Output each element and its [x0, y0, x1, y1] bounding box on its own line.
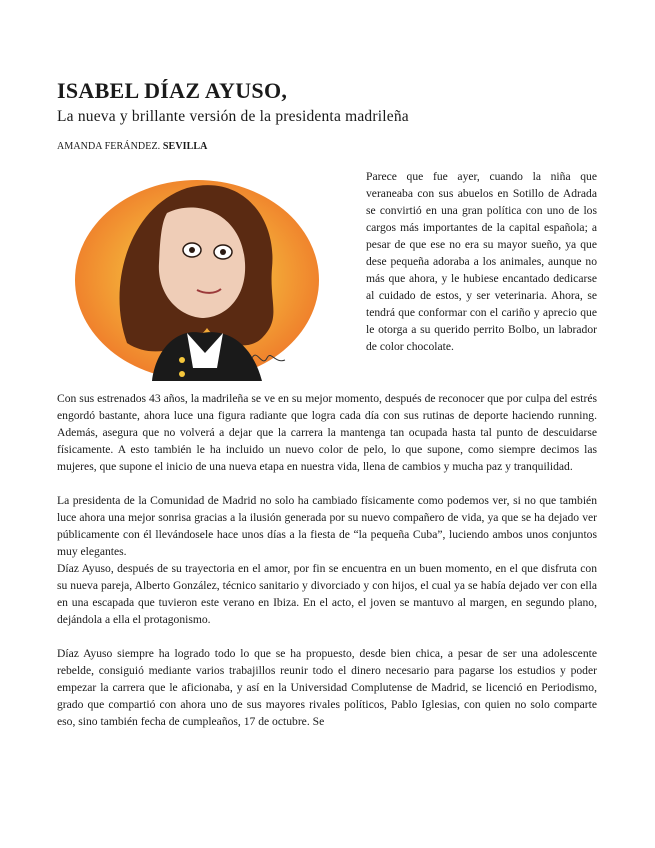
article-subtitle: La nueva y brillante versión de la presidenta madrileña	[57, 108, 409, 125]
body-paragraph: Díaz Ayuso siempre ha logrado todo lo que se ha propuesto, desde bien chica, a pesar de ser una adolescente rebelde, consiguió mediante varios trabajillos reunir todo el dinero necesario para pagarse los estudios y poder empezar la carrera que le aficionaba, y así en la Universidad Complutense de Madrid, se licenció en Periodismo, grado que compartió con ahora uno de sus mayores rivales políticos, Pablo Iglesias, con quien no solo comparte eso, sino también fecha de cumpleaños, 17 de octubre. Se	[57, 647, 597, 728]
body-paragraph: Díaz Ayuso, después de su trayectoria en el amor, por fin se encuentra en un buen momento, en el que disfruta con su nueva pareja, Alberto González, técnico sanitario y divorciado y con hijos, el cual ya se había dejado ver con ella en una escapada que tuvieron este verano en Ibiza. En el acto, el joven se mantuvo al margen, en segundo plano, dejándola a ella el protagonismo.	[57, 562, 597, 626]
article-title: ISABEL DÍAZ AYUSO,	[57, 78, 288, 103]
body-paragraph: Con sus estrenados 43 años, la madrileña se ve en su mejor momento, después de reconocer que por culpa del estrés engordó bastante, ahora luce una figura radiante que logra cada día con sus rutinas de deporte haciendo running. Además, asegura que no volverá a dejar que la carrera la mantenga tan ocupada hasta tal punto de descuidarse físicamente. A esto también le ha incluido un nuevo color de pelo, lo que supone, como siempre decimos las mujeres, que supone el inicio de una nueva etapa en nuestra vida, llena de cambios y mucha paz y tranquilidad.	[57, 392, 597, 473]
byline-location: SEVILLA	[162, 141, 208, 152]
byline-author: AMANDA FERÁNDEZ.	[57, 141, 161, 152]
intro-paragraph: Parece que fue ayer, cuando la niña que veraneaba con sus abuelos en Sotillo de Adrada se convirtió en una gran política con uno de los cargos más importantes de la capital española; a pesar de que ese no era su mayor sueño, ya que dese pequeña adoraba a los animales, aunque no más que ahora, y le hubiese encantado dedicarse al cuidado de estos, y ser veterinaria. Ahora, se tendrá que conformar con el cariño y aprecio que le otorga a su querido perrito Bolbo, un labrador de color chocolate.	[366, 170, 597, 353]
article-body	[57, 390, 597, 730]
byline	[57, 141, 208, 152]
portrait-illustration	[57, 168, 325, 381]
body-paragraph: La presidenta de la Comunidad de Madrid no solo ha cambiado físicamente como podemos ver, si no que también luce ahora una mejor sonrisa gracias a la ilusión generada por su nuevo compañero de vida, ya que se ha dejado ver públicamente con él llevándosele hace unos días a la fiesta de “la pequeña Cuba”, luciendo ambos unos conjuntos muy elegantes.	[57, 494, 597, 558]
